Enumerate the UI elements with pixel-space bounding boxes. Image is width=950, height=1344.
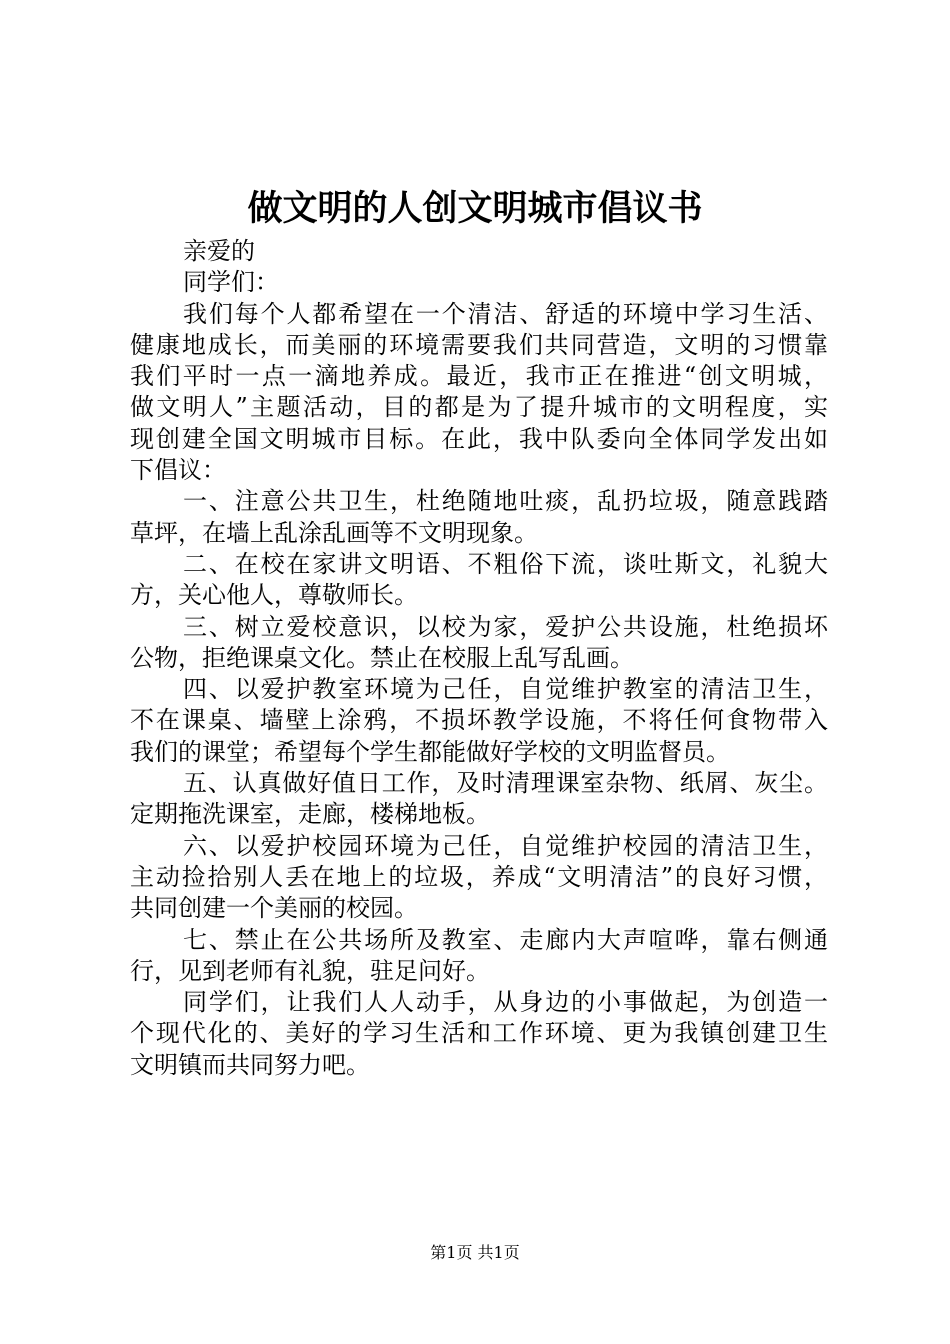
text-line: 共同创建一个美丽的校园。	[130, 894, 418, 923]
paragraph	[130, 612, 828, 675]
text-line: 下倡议：	[130, 456, 226, 485]
text-line: 同学们，让我们人人动手，从身边的小事做起，为创造一	[183, 988, 828, 1017]
text-line: 草坪，在墙上乱涂乱画等不文明现象。	[130, 518, 538, 547]
text-line: 现创建全国文明城市目标。在此，我中队委向全体同学发出如	[130, 424, 828, 453]
text-line: 我们的课堂；希望每个学生都能做好学校的文明监督员。	[130, 737, 730, 766]
text-line: 主动捡拾别人丢在地上的垃圾，养成“文明清洁”的良好习惯，	[130, 862, 828, 891]
text-line: 二、在校在家讲文明语、不粗俗下流，谈吐斯文，礼貌大	[183, 549, 828, 578]
text-line: 我们平时一点一滴地养成。最近，我市正在推进“创文明城，	[130, 362, 828, 391]
text-line: 定期拖洗课室，走廊，楼梯地板。	[130, 800, 490, 829]
text-line: 不在课桌、墙壁上涂鸦，不损坏教学设施，不将任何食物带入	[130, 706, 828, 735]
paragraph	[130, 267, 828, 298]
paragraph	[130, 768, 828, 831]
paragraph	[130, 236, 828, 267]
paragraph	[130, 925, 828, 988]
text-line: 文明镇而共同努力吧。	[130, 1050, 370, 1079]
text-line: 三、树立爱校意识，以校为家，爱护公共设施，杜绝损坏	[183, 612, 828, 641]
text-line: 亲爱的	[183, 237, 255, 265]
text-line: 做文明人”主题活动，目的都是为了提升城市的文明程度，实	[130, 393, 828, 422]
page-footer: 第1页 共1页	[430, 1243, 520, 1262]
text-line: 一、注意公共卫生，杜绝随地吐痰，乱扔垃圾，随意践踏	[183, 487, 828, 516]
paragraph	[130, 486, 828, 549]
text-line: 我们每个人都希望在一个清洁、舒适的环境中学习生活、	[183, 299, 828, 328]
paragraph	[130, 299, 828, 487]
text-line: 七、禁止在公共场所及教室、走廊内大声喧哗，靠右侧通	[183, 925, 828, 954]
paragraph	[130, 674, 828, 768]
text-line: 健康地成长，而美丽的环境需要我们共同营造，文明的习惯靠	[130, 330, 828, 359]
paragraph	[130, 987, 828, 1081]
document-title: 做文明的人创文明城市倡议书	[247, 189, 703, 229]
text-line: 个现代化的、美好的学习生活和工作环境、更为我镇创建卫生	[130, 1019, 828, 1048]
text-line: 六、以爱护校园环境为己任，自觉维护校园的清洁卫生，	[183, 831, 828, 860]
text-line: 公物，拒绝课桌文化。禁止在校服上乱写乱画。	[130, 643, 634, 672]
paragraph	[130, 549, 828, 612]
text-line: 方，关心他人，尊敬师长。	[130, 581, 418, 610]
text-line: 四、以爱护教室环境为己任，自觉维护教室的清洁卫生，	[183, 675, 828, 704]
text-line: 五、认真做好值日工作，及时清理课室杂物、纸屑、灰尘。	[183, 769, 828, 798]
text-line: 同学们：	[183, 268, 279, 297]
document-body	[130, 236, 828, 1081]
text-line: 行，见到老师有礼貌，驻足问好。	[130, 956, 490, 985]
paragraph	[130, 831, 828, 925]
